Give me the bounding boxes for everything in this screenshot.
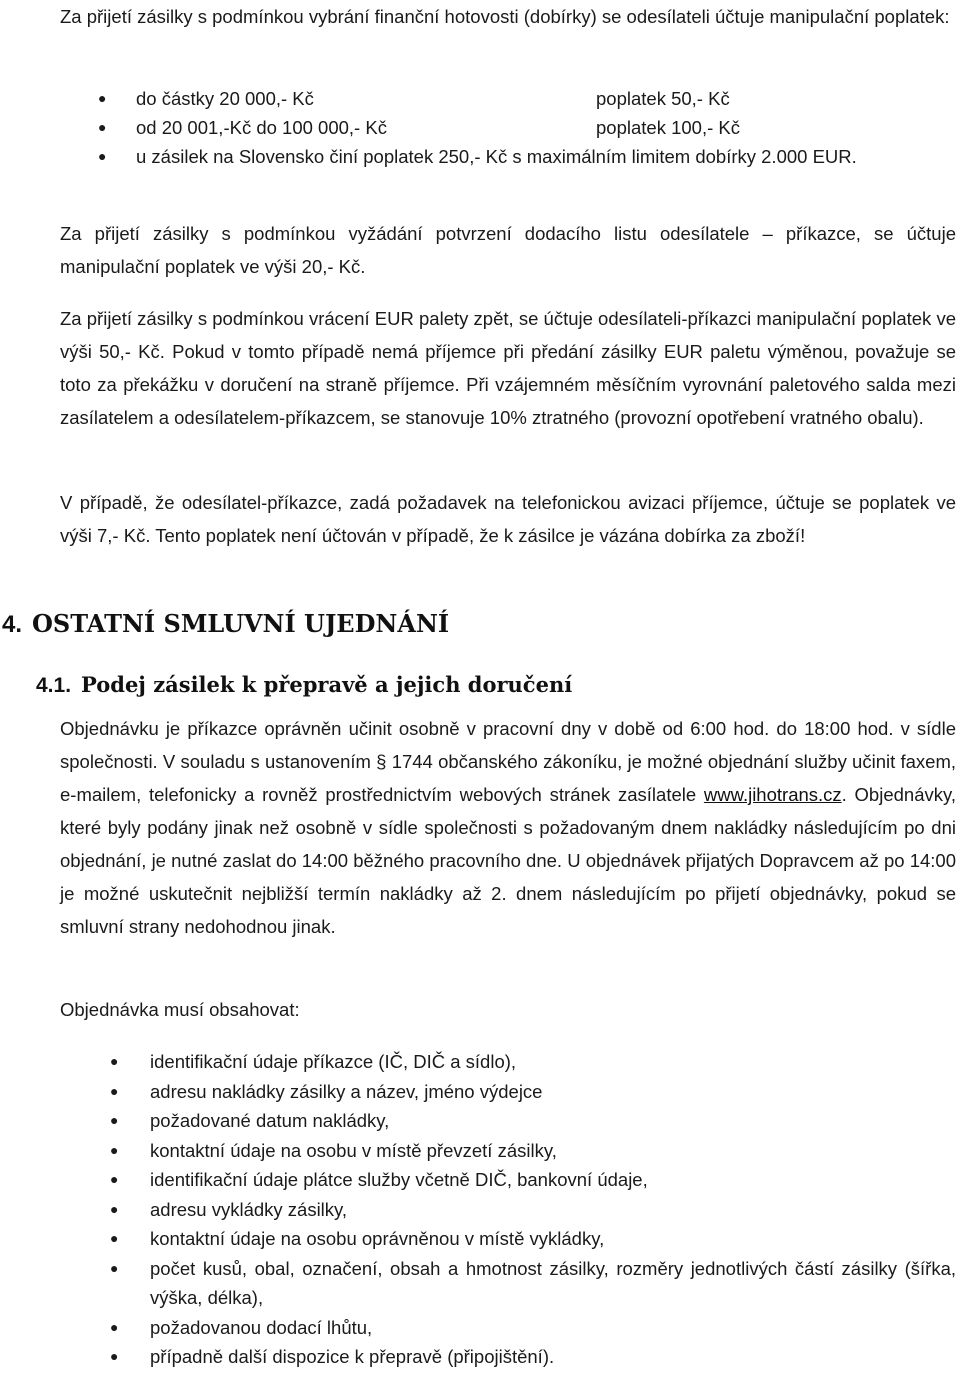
order-text-start: Objednávku je příkazce oprávněn učinit osobně v pracovní dny v době od 6:00 hod. do 18:00 hod. v sídle společnosti. V souladu s ustanovením § 1744 občanského zákoníku, je možné objednání služby učinit faxem, e-mailem, telefonicky a rovněž prostřednictvím webových stránek zasílatele (60, 718, 956, 805)
must-contain-label: Objednávka musí obsahovat: (60, 999, 300, 1020)
bullet-icon: ● (110, 1318, 119, 1335)
cod-fee-list (60, 84, 956, 171)
list-item: ● kontaktní údaje na osobu v místě převzetí zásilky, (60, 1136, 956, 1166)
subsection-number: 4.1. (36, 674, 72, 697)
fee-amount: poplatek 100,- Kč (596, 117, 740, 138)
bullet-icon: ● (110, 1112, 119, 1128)
bullet-icon: ● (110, 1230, 119, 1246)
fee-range-label: do částky 20 000,- Kč (136, 88, 314, 109)
delivery-note-paragraph: Za přijetí zásilky s podmínkou vyžádání potvrzení dodacího listu odesílatele – příkazce, se účtuje manipulační poplatek ve výši 20,- Kč. (60, 223, 956, 277)
list-item: ● počet kusů, obal, označení, obsah a hmotnost zásilky, rozměry jednotlivých částí zásilky (šířka, výška, délka), (60, 1254, 956, 1313)
list-item: ● požadované datum nakládky, (60, 1106, 956, 1136)
fee-amount: poplatek 50,- Kč (596, 88, 730, 109)
bullet-icon: ● (98, 90, 107, 106)
subsection-heading (36, 666, 572, 705)
list-item: ● adresu nakládky zásilky a název, jméno výdejce (60, 1077, 956, 1107)
order-text-end: . Objednávky, které byly podány jinak než osobně v sídle společnosti s požadovaným dnem nakládky následujícím po dni objednání, je nutné zaslat do 14:00 běžného pracovního dne. U objednávek přijatých Dopravcem až po 14:00 je možné uskutečnit nejbližší termín nakládky až 2. dnem následujícím po přijetí objednávky, pokud se smluvní strany nedohodnou jinak. (60, 784, 956, 937)
bullet-icon: ● (110, 1171, 119, 1187)
order-paragraph (60, 712, 956, 943)
cod-fee-paragraph: Za přijetí zásilky s podmínkou vybrání finanční hotovosti (dobírky) se odesílateli účtuje manipulační poplatek: (60, 6, 950, 27)
bullet-icon: ● (110, 1082, 119, 1099)
list-item: ● požadovanou dodací lhůtu, (60, 1313, 956, 1343)
bullet-icon: ● (110, 1259, 119, 1276)
fee-range-label: u zásilek na Slovensko činí poplatek 250,- Kč s maximálním limitem dobírky 2.000 EUR. (136, 146, 857, 167)
bullet-icon: ● (98, 119, 107, 135)
list-item: ● případně další dispozice k přepravě (připojištění). (60, 1342, 956, 1372)
bullet-icon: ● (110, 1053, 119, 1069)
bullet-icon: ● (110, 1141, 119, 1158)
section-heading (2, 604, 449, 645)
list-item: ● identifikační údaje příkazce (IČ, DIČ a sídlo), (60, 1047, 956, 1077)
list-item: ● kontaktní údaje na osobu oprávněnou v místě vykládky, (60, 1224, 956, 1254)
bullet-icon: ● (110, 1348, 119, 1364)
subsection-title: Podej zásilek k přepravě a jejich doručení (81, 672, 573, 697)
section-title: OSTATNÍ SMLUVNÍ UJEDNÁNÍ (32, 609, 450, 638)
fee-range-label: od 20 001,-Kč do 100 000,- Kč (136, 117, 387, 138)
phone-notice-paragraph: V případě, že odesílatel-příkazce, zadá požadavek na telefonickou avizaci příjemce, účtuje se poplatek ve výši 7,- Kč. Tento poplatek není účtován v případě, že k zásilce je vázána dobírka za zboží! (60, 492, 956, 546)
list-item (60, 142, 956, 171)
list-item (60, 84, 956, 113)
section-number: 4. (2, 611, 23, 638)
list-item: ● identifikační údaje plátce služby včetně DIČ, bankovní údaje, (60, 1165, 956, 1195)
website-link[interactable]: www.jihotrans.cz (703, 784, 842, 805)
order-requirements-list (60, 1047, 956, 1372)
list-item (60, 113, 956, 142)
list-item: ● adresu vykládky zásilky, (60, 1195, 956, 1225)
bullet-icon: ● (110, 1200, 119, 1217)
bullet-icon: ● (98, 148, 107, 164)
pallet-paragraph: Za přijetí zásilky s podmínkou vrácení EUR palety zpět, se účtuje odesílateli-příkazci manipulační poplatek ve výši 50,- Kč. Pokud v tomto případě nemá příjemce při předání zásilky EUR paletu výměnou, považuje se toto za překážku v doručení na straně příjemce. Při vzájemném měsíčním vyrovnání paletového salda mezi zasílatelem a odesílatelem-příkazcem, se stanovuje 10% ztratného (provozní opotřebení vratného obalu). (60, 308, 956, 428)
